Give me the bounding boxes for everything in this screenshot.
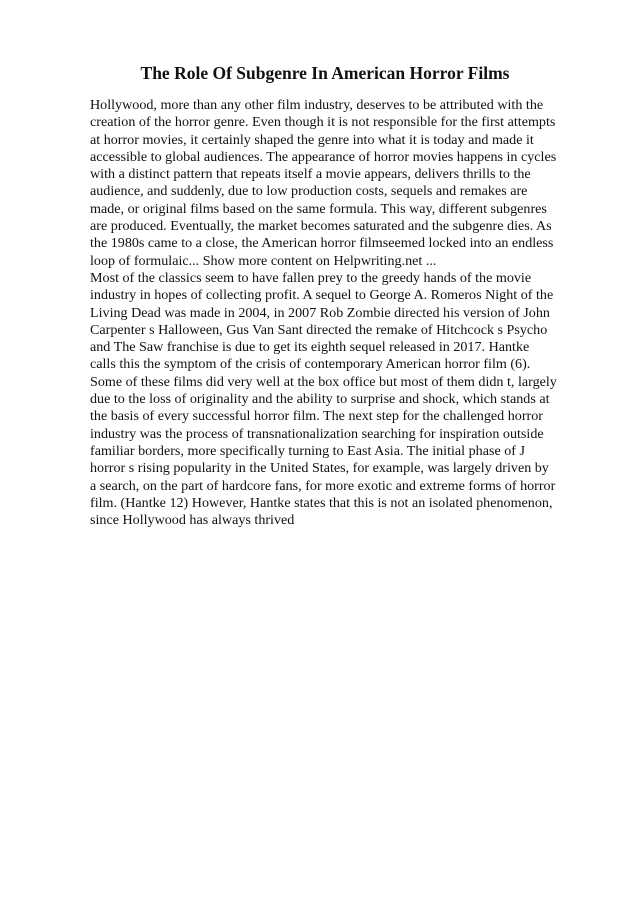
document-title: The Role Of Subgenre In American Horror Films [140, 63, 510, 83]
document-body [90, 97, 558, 529]
body-paragraph-2: Most of the classics seem to have fallen prey to the greedy hands of the movie industry in hopes of collecting profit. A sequel to George A. Romeros Night of the Living Dead was made in 2004, in 2007 Rob Zombie directed his version of John Carpenter s Halloween, Gus Van Sant directed the remake of Hitchcock s Psycho and The Saw franchise is due to get its eighth sequel released in 2017. Hantke calls this the symptom of the crisis of contemporary American horror film (6). Some of these films did very well at the box office but most of them didn t, largely due to the loss of originality and the ability to surprise and shock, which stands at the basis of every successful horror film. The next step for the challenged horror industry was the process of transnationalization searching for inspiration outside familiar borders, more specifically turning to East Asia. The initial phase of J horror s rising popularity in the United States, for example, was largely driven by a search, on the part of hardcore fans, for more exotic and extreme forms of horror film. (Hantke 12) However, Hantke states that this is not an isolated phenomenon, since Hollywood has always thrived [90, 269, 557, 529]
body-paragraph-1: Hollywood, more than any other film industry, deserves to be attributed with the creation of the horror genre. Even though it is not responsible for the first attempts at horror movies, it certainly shaped the genre into what it is today and made it accessible to global audiences. The appearance of horror movies happens in cycles with a distinct pattern that repeats itself a movie appears, delivers thrills to the audience, and suddenly, due to low production costs, sequels and remakes are made, or original films based on the same formula. This way, different subgenres are produced. Eventually, the market becomes saturated and the subgenre dies. As the 1980s came to a close, the American horror filmseemed locked into an endless loop of formulaic... Show more content on Helpwriting.net ... [90, 97, 557, 269]
